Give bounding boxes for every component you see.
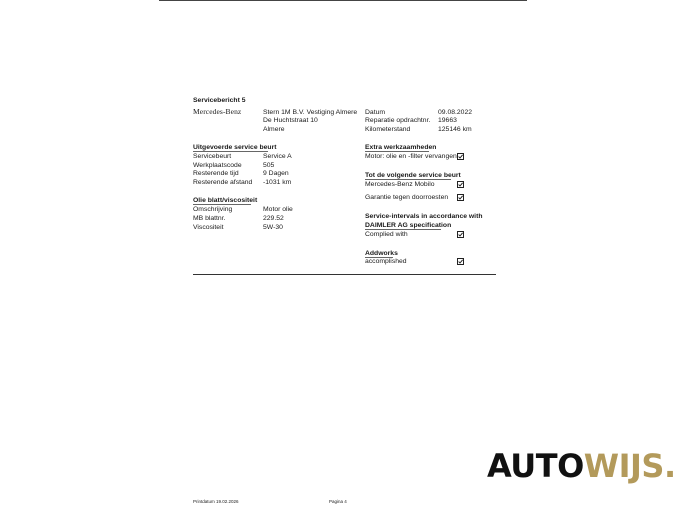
service-value: 505 <box>263 162 275 169</box>
top-rule <box>159 0 527 1</box>
oil-label: Viscositeit <box>193 224 224 231</box>
page-number: Pagina 4 <box>329 499 347 504</box>
extra-heading: Extra werkzaamheden <box>365 144 437 151</box>
service-label: Servicebeurt <box>193 153 232 160</box>
addworks-item-label: accomplished <box>365 258 407 265</box>
checkbox-checked <box>457 181 464 188</box>
oil-label: Omschrijving <box>193 206 233 213</box>
service-heading: Uitgevoerde service beurt <box>193 144 277 151</box>
report-title: Servicebericht 5 <box>193 97 246 104</box>
oil-value: 229.52 <box>263 215 284 222</box>
oil-label: MB blattnr. <box>193 215 226 222</box>
autowijs-logo <box>487 448 676 484</box>
meta-label: Reparatie opdrachtnr. <box>365 117 431 124</box>
extra-item-label: Motor: olie en -filter vervangen <box>365 153 457 160</box>
heading-underline <box>365 257 393 258</box>
checkmark-icon <box>458 232 463 237</box>
checkbox-checked <box>457 153 464 160</box>
service-label: Resterende tijd <box>193 170 239 177</box>
intervals-item-label: Complied with <box>365 231 408 238</box>
checkbox-checked <box>457 231 464 238</box>
heading-underline <box>365 179 451 180</box>
dealer-city: Almere <box>263 126 285 133</box>
addworks-heading: Addworks <box>365 250 398 257</box>
heading-underline <box>193 151 268 152</box>
service-label: Resterende afstand <box>193 179 253 186</box>
checkbox-checked <box>457 194 464 201</box>
dealer-name: Stern 1M B.V. Vestiging Almere <box>263 109 358 116</box>
heading-underline <box>365 229 441 230</box>
heading-underline <box>365 151 429 152</box>
oil-value: Motor olie <box>263 206 293 213</box>
checkmark-icon <box>458 182 463 187</box>
meta-value: 19663 <box>438 117 457 124</box>
next-service-heading: Tot de volgende service beurt <box>365 172 461 179</box>
service-value: -1031 km <box>263 179 292 186</box>
section-divider <box>193 274 496 275</box>
service-label: Werkplaatscode <box>193 162 242 169</box>
oil-value: 5W-30 <box>263 224 283 231</box>
service-value: Service A <box>263 153 292 160</box>
intervals-heading: DAIMLER AG specification <box>365 222 452 229</box>
meta-value: 125146 km <box>438 126 472 133</box>
dealer-street: De Huchtstraat 10 <box>263 117 318 124</box>
checkmark-icon <box>458 195 463 200</box>
print-date: Printdatum 19.02.2026 <box>193 499 239 504</box>
oil-heading: Olie blatt/viscositeit <box>193 197 258 204</box>
intervals-heading: Service-intervals in accordance with <box>365 213 483 220</box>
next-service-item-label: Garantie tegen doorroesten <box>365 194 449 201</box>
meta-value: 09.08.2022 <box>438 109 473 116</box>
meta-label: Kilometerstand <box>365 126 411 133</box>
heading-underline <box>193 204 251 205</box>
meta-label: Datum <box>365 109 386 116</box>
service-value: 9 Dagen <box>263 170 289 177</box>
brand-logo: Mercedes-Benz <box>193 107 242 116</box>
checkbox-checked <box>457 258 464 265</box>
logo-part-auto: AUTO <box>487 447 584 485</box>
logo-part-wijs: WIJS. <box>583 447 676 485</box>
next-service-item-label: Mercedes-Benz Mobilo <box>365 181 435 188</box>
checkmark-icon <box>458 154 463 159</box>
checkmark-icon <box>458 259 463 264</box>
